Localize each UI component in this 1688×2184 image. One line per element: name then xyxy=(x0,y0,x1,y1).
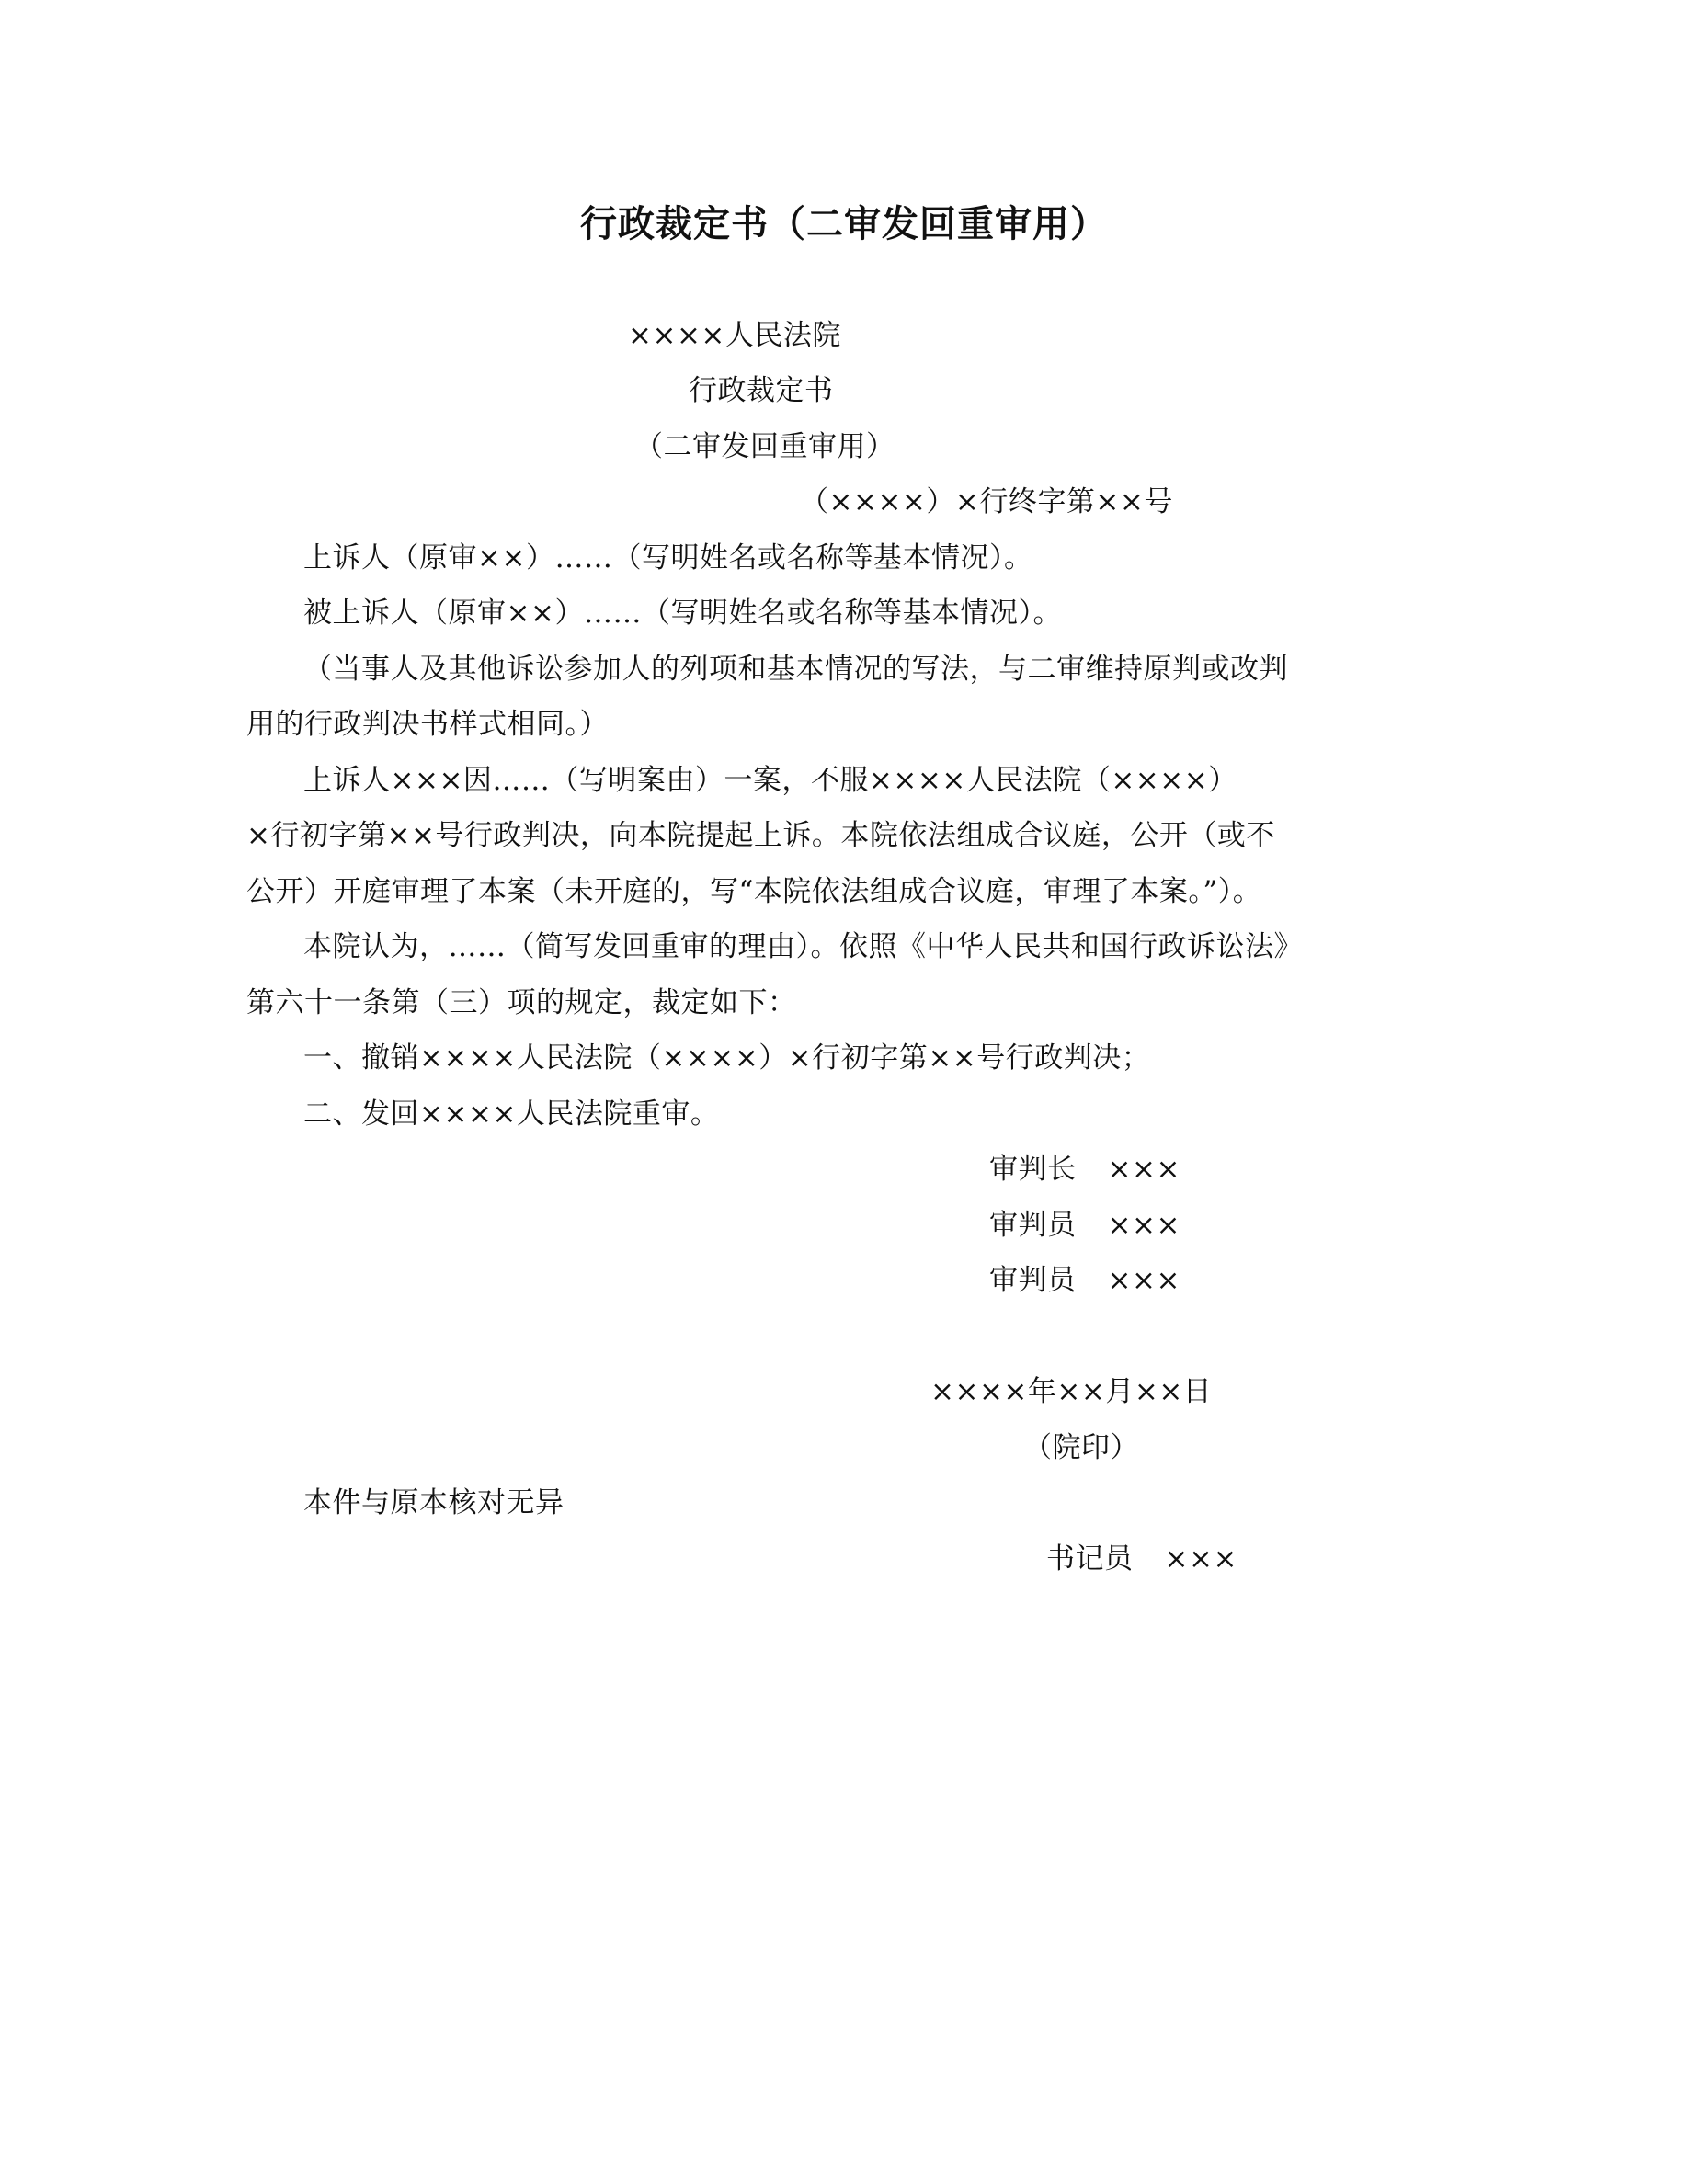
ruling-item-2: 二、发回××××人民法院重审。 xyxy=(303,1098,720,1131)
reason-line-1: 本院认为，……（简写发回重审的理由）。依照《中华人民共和国行政诉讼法》 xyxy=(303,930,1303,963)
signature-name: ××× xyxy=(1164,1542,1237,1575)
signature-name: ××× xyxy=(1107,1209,1180,1242)
signature-judge-1 xyxy=(989,1207,1180,1244)
ruling-date: ××××年××月××日 xyxy=(930,1375,1213,1408)
signature-name: ××× xyxy=(1107,1153,1180,1186)
facts-line-2: ×行初字第××号行政判决，向本院提起上诉。本院依法组成合议庭，公开（或不 xyxy=(246,819,1275,852)
case-number: （××××）×行终字第××号 xyxy=(800,485,1173,518)
ruling-item-1: 一、撤销××××人民法院（××××）×行初字第××号行政判决； xyxy=(303,1041,1151,1075)
court-seal-text: （院印） xyxy=(1023,1431,1139,1464)
document-title: 行政裁定书（二审发回重审用） xyxy=(580,202,1108,245)
signature-judge-2 xyxy=(989,1262,1180,1299)
doc-type: 行政裁定书 xyxy=(689,374,834,407)
signature-role: 审判长 xyxy=(989,1153,1077,1186)
court-name: ××××人民法院 xyxy=(628,319,841,352)
signature-name: ××× xyxy=(1107,1264,1180,1297)
verification-note: 本件与原本核对无异 xyxy=(303,1486,565,1519)
note-line-2: 用的行政判决书样式相同。） xyxy=(246,708,609,741)
signature-role: 书记员 xyxy=(1046,1542,1134,1575)
signature-role: 审判员 xyxy=(989,1264,1077,1297)
signature-presiding-judge xyxy=(989,1151,1180,1188)
doc-subtype: （二审发回重审用） xyxy=(634,430,895,463)
signature-clerk xyxy=(1046,1541,1237,1577)
signature-role: 审判员 xyxy=(989,1209,1077,1242)
appellant-line: 上诉人（原审××）……（写明姓名或名称等基本情况）。 xyxy=(303,541,1033,574)
facts-line-1: 上诉人×××因……（写明案由）一案，不服××××人民法院（××××） xyxy=(303,764,1237,797)
note-line-1: （当事人及其他诉讼参加人的列项和基本情况的写法，与二审维持原判或改判 xyxy=(303,653,1288,686)
appellee-line: 被上诉人（原审××）……（写明姓名或名称等基本情况）。 xyxy=(303,597,1062,630)
reason-line-2: 第六十一条第（三）项的规定，裁定如下： xyxy=(246,986,797,1019)
facts-line-3: 公开）开庭审理了本案（未开庭的，写“本院依法组成合议庭，审理了本案。”）。 xyxy=(246,875,1262,908)
